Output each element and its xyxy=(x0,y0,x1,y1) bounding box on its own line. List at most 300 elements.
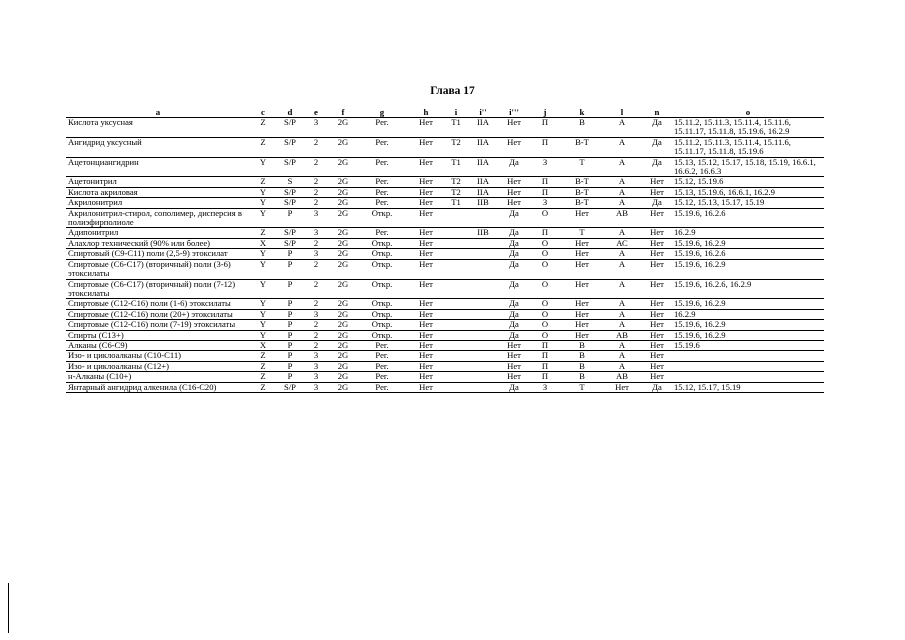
table-cell xyxy=(446,249,466,259)
table-cell: Нет xyxy=(642,299,672,309)
table-cell xyxy=(446,320,466,330)
table-cell: Нет xyxy=(642,187,672,197)
table-cell: 2 xyxy=(304,330,328,340)
table-cell: 2G xyxy=(328,382,358,392)
table-cell: Z xyxy=(250,177,276,187)
column-header: j xyxy=(528,104,562,118)
table-cell: В xyxy=(562,351,602,361)
cargo-name-cell: Янтарный ангидрид алкенила (С16-С20) xyxy=(66,382,250,392)
table-cell: Рег. xyxy=(358,351,406,361)
table-cell xyxy=(446,372,466,382)
table-cell: Нет xyxy=(642,177,672,187)
table-cell: Да xyxy=(500,382,528,392)
table-cell: А xyxy=(602,118,642,138)
requirements-cell: 15.12, 15.13, 15.17, 15.19 xyxy=(672,198,824,208)
table-cell: Нет xyxy=(602,382,642,392)
table-cell: Нет xyxy=(500,361,528,371)
table-cell: 3 xyxy=(304,351,328,361)
table-cell xyxy=(446,279,466,299)
table-cell: 3 xyxy=(304,208,328,228)
table-row xyxy=(66,177,824,187)
table-cell: Нет xyxy=(562,330,602,340)
table-cell: Да xyxy=(500,299,528,309)
table-cell: Нет xyxy=(562,309,602,319)
table-cell: Рег. xyxy=(358,177,406,187)
table-cell: В-Т xyxy=(562,137,602,157)
table-cell: S/P xyxy=(276,157,304,177)
table-cell: P xyxy=(276,361,304,371)
table-cell: Откр. xyxy=(358,320,406,330)
table-row xyxy=(66,340,824,350)
table-cell: 2G xyxy=(328,157,358,177)
table-cell: 2 xyxy=(304,137,328,157)
cargo-name-cell: Спиртовые (С12-С16) поли (20+) этоксилаты xyxy=(66,309,250,319)
table-cell: 2G xyxy=(328,118,358,138)
table-cell: Нет xyxy=(642,361,672,371)
table-cell: Рег. xyxy=(358,228,406,238)
table-cell: 2G xyxy=(328,137,358,157)
table-cell xyxy=(466,259,500,279)
table-cell: IIA xyxy=(466,187,500,197)
table-cell: Да xyxy=(642,198,672,208)
table-row xyxy=(66,372,824,382)
table-cell: Y xyxy=(250,157,276,177)
table-cell: 3 xyxy=(304,361,328,371)
table-cell: Нет xyxy=(562,208,602,228)
table-cell: П xyxy=(528,118,562,138)
table-cell xyxy=(446,351,466,361)
table-cell: X xyxy=(250,340,276,350)
requirements-cell: 15.13, 15.12, 15.17, 15.18, 15.19, 16.6.1, 16.6.2, 16.6.3 xyxy=(672,157,824,177)
column-header: o xyxy=(672,104,824,118)
table-cell: Откр. xyxy=(358,309,406,319)
table-cell: Нет xyxy=(642,208,672,228)
table-cell: О xyxy=(528,279,562,299)
table-cell: Нет xyxy=(406,309,446,319)
table-cell: О xyxy=(528,309,562,319)
table-cell: 2 xyxy=(304,340,328,350)
table-cell: Нет xyxy=(642,249,672,259)
table-cell xyxy=(466,330,500,340)
table-cell: 2 xyxy=(304,320,328,330)
table-cell: В-Т xyxy=(562,187,602,197)
table-cell: Рег. xyxy=(358,157,406,177)
table-cell: П xyxy=(528,361,562,371)
table-cell: Y xyxy=(250,198,276,208)
header-row xyxy=(66,104,824,118)
column-header: g xyxy=(358,104,406,118)
table-row xyxy=(66,249,824,259)
table-cell: З xyxy=(528,157,562,177)
table-cell: Нет xyxy=(406,340,446,350)
table-cell: 3 xyxy=(304,118,328,138)
table-row xyxy=(66,238,824,248)
table-cell: P xyxy=(276,320,304,330)
table-cell: А xyxy=(602,137,642,157)
requirements-cell: 15.19.6, 16.2.9 xyxy=(672,320,824,330)
table-row xyxy=(66,259,824,279)
cargo-name-cell: Ангидрид уксусный xyxy=(66,137,250,157)
table-cell: 3 xyxy=(304,372,328,382)
table-cell: Да xyxy=(500,330,528,340)
cargo-name-cell: Кислота уксусная xyxy=(66,118,250,138)
table-cell: 2G xyxy=(328,238,358,248)
table-cell: Да xyxy=(642,118,672,138)
table-cell: Нет xyxy=(406,208,446,228)
table-row xyxy=(66,137,824,157)
column-header: i'' xyxy=(466,104,500,118)
requirements-cell: 15.19.6, 16.2.9 xyxy=(672,299,824,309)
table-cell: 2 xyxy=(304,198,328,208)
table-cell: З xyxy=(528,382,562,392)
table-cell: Нет xyxy=(500,177,528,187)
table-cell: Y xyxy=(250,187,276,197)
table-cell: P xyxy=(276,208,304,228)
table-cell xyxy=(466,238,500,248)
table-cell: 2G xyxy=(328,309,358,319)
table-row xyxy=(66,118,824,138)
table-cell: П xyxy=(528,228,562,238)
requirements-cell: 16.2.9 xyxy=(672,309,824,319)
table-cell: Да xyxy=(500,238,528,248)
table-cell: Откр. xyxy=(358,259,406,279)
table-cell: Нет xyxy=(406,177,446,187)
table-cell: В xyxy=(562,118,602,138)
table-cell: Рег. xyxy=(358,137,406,157)
table-cell: П xyxy=(528,340,562,350)
table-cell: P xyxy=(276,309,304,319)
table-row xyxy=(66,351,824,361)
column-header: n xyxy=(642,104,672,118)
table-cell: 2 xyxy=(304,187,328,197)
table-cell: P xyxy=(276,299,304,309)
requirements-cell: 15.11.2, 15.11.3, 15.11.4, 15.11.6, 15.11.17, 15.11.8, 15.19.6, 16.2.9 xyxy=(672,118,824,138)
table-row xyxy=(66,299,824,309)
table-cell: S/P xyxy=(276,228,304,238)
table-cell: Да xyxy=(642,137,672,157)
table-cell: Нет xyxy=(562,238,602,248)
table-cell: В-Т xyxy=(562,198,602,208)
table-cell: Нет xyxy=(642,228,672,238)
table-cell: Y xyxy=(250,208,276,228)
cargo-name-cell: Адипонитрил xyxy=(66,228,250,238)
cargo-name-cell: Спиртовый (С9-С11) поли (2,5-9) этоксилат xyxy=(66,249,250,259)
table-cell: Нет xyxy=(562,259,602,279)
table-cell: Нет xyxy=(406,351,446,361)
table-cell: 2G xyxy=(328,177,358,187)
table-cell: T1 xyxy=(446,118,466,138)
requirements-cell: 15.12, 15.17, 15.19 xyxy=(672,382,824,392)
table-cell: О xyxy=(528,259,562,279)
table-cell: Нет xyxy=(500,372,528,382)
table-cell: АС xyxy=(602,238,642,248)
table-cell: Да xyxy=(500,259,528,279)
column-header: d xyxy=(276,104,304,118)
table-cell: Да xyxy=(500,279,528,299)
column-header: i xyxy=(446,104,466,118)
table-cell: Нет xyxy=(642,259,672,279)
table-cell: P xyxy=(276,259,304,279)
table-cell xyxy=(446,238,466,248)
table-cell xyxy=(466,340,500,350)
table-cell: Нет xyxy=(406,320,446,330)
table-cell: 3 xyxy=(304,309,328,319)
table-cell: Рег. xyxy=(358,340,406,350)
table-cell: Z xyxy=(250,137,276,157)
table-cell: 2 xyxy=(304,259,328,279)
cargo-table xyxy=(66,104,824,393)
table-cell: Y xyxy=(250,320,276,330)
table-cell: X xyxy=(250,238,276,248)
table-cell: S/P xyxy=(276,198,304,208)
table-cell: Z xyxy=(250,382,276,392)
table-cell: Нет xyxy=(406,299,446,309)
table-cell: Нет xyxy=(406,249,446,259)
table-row xyxy=(66,330,824,340)
table-cell: П xyxy=(528,177,562,187)
table-cell: А xyxy=(602,351,642,361)
table-cell xyxy=(466,361,500,371)
table-cell: Да xyxy=(500,249,528,259)
table-cell xyxy=(446,340,466,350)
cargo-name-cell: Изо- и циклоалканы (С10-С11) xyxy=(66,351,250,361)
table-cell: 2G xyxy=(328,208,358,228)
table-cell: А xyxy=(602,177,642,187)
requirements-cell: 15.19.6, 16.2.6 xyxy=(672,249,824,259)
cargo-name-cell: Спиртовые (С12-С16) поли (7-19) этоксилаты xyxy=(66,320,250,330)
cargo-name-cell: Спирты (С13+) xyxy=(66,330,250,340)
table-cell: А xyxy=(602,320,642,330)
requirements-cell: 15.11.2, 15.11.3, 15.11.4, 15.11.6, 15.11.17, 15.11.8, 15.19.6 xyxy=(672,137,824,157)
table-cell: Z xyxy=(250,361,276,371)
table-cell: S/P xyxy=(276,137,304,157)
table-cell: Да xyxy=(500,320,528,330)
table-cell: Нет xyxy=(642,340,672,350)
table-cell: А xyxy=(602,198,642,208)
requirements-cell xyxy=(672,372,824,382)
cargo-name-cell: Акрилонитрил-стирол, сополимер, дисперсия в полиэфирполиоле xyxy=(66,208,250,228)
cargo-name-cell: Кислота акриловая xyxy=(66,187,250,197)
page-title: Глава 17 xyxy=(430,85,475,97)
table-cell: Z xyxy=(250,118,276,138)
table-cell: Нет xyxy=(406,228,446,238)
requirements-cell xyxy=(672,351,824,361)
table-cell: О xyxy=(528,249,562,259)
requirements-cell: 15.19.6, 16.2.9 xyxy=(672,330,824,340)
requirements-cell: 15.12, 15.19.6 xyxy=(672,177,824,187)
table-cell: Да xyxy=(500,228,528,238)
table-cell: О xyxy=(528,238,562,248)
table-cell: Y xyxy=(250,309,276,319)
table-cell xyxy=(446,259,466,279)
table-cell: Рег. xyxy=(358,118,406,138)
table-cell: 2G xyxy=(328,259,358,279)
table-body xyxy=(66,118,824,393)
column-header: i''' xyxy=(500,104,528,118)
table-cell xyxy=(446,382,466,392)
table-cell xyxy=(446,361,466,371)
table-cell: IIA xyxy=(466,177,500,187)
table-row xyxy=(66,382,824,392)
table-cell xyxy=(466,208,500,228)
table-cell: А xyxy=(602,187,642,197)
table-cell: Откр. xyxy=(358,249,406,259)
table-cell: 2G xyxy=(328,320,358,330)
table-cell xyxy=(446,228,466,238)
table-cell xyxy=(466,279,500,299)
table-cell: В xyxy=(562,340,602,350)
table-cell: Нет xyxy=(642,238,672,248)
table-cell: 2G xyxy=(328,228,358,238)
requirements-cell: 15.19.6, 16.2.9 xyxy=(672,259,824,279)
requirements-cell: 15.19.6, 16.2.9 xyxy=(672,238,824,248)
table-cell: Нет xyxy=(500,118,528,138)
table-cell: Откр. xyxy=(358,330,406,340)
table-cell: Нет xyxy=(562,249,602,259)
table-cell: О xyxy=(528,208,562,228)
table-cell: Нет xyxy=(406,330,446,340)
cargo-name-cell: Изо- и циклоалканы (С12+) xyxy=(66,361,250,371)
table-cell: 2G xyxy=(328,279,358,299)
table-cell: П xyxy=(528,137,562,157)
column-header: k xyxy=(562,104,602,118)
table-cell: Нет xyxy=(562,279,602,299)
table-cell: В-Т xyxy=(562,177,602,187)
cargo-name-cell: Алахлор технический (90% или более) xyxy=(66,238,250,248)
table-cell xyxy=(466,351,500,361)
table-cell: В xyxy=(562,361,602,371)
table-cell: P xyxy=(276,340,304,350)
table-cell: А xyxy=(602,279,642,299)
table-cell: Нет xyxy=(406,187,446,197)
table-cell: Т xyxy=(562,157,602,177)
table-cell xyxy=(466,372,500,382)
table-cell: Z xyxy=(250,351,276,361)
table-cell: Нет xyxy=(642,309,672,319)
table-cell: 2G xyxy=(328,249,358,259)
table-cell: Нет xyxy=(642,351,672,361)
table-row xyxy=(66,320,824,330)
requirements-cell xyxy=(672,361,824,371)
table-cell: Да xyxy=(500,309,528,319)
table-cell: Нет xyxy=(562,320,602,330)
table-row xyxy=(66,198,824,208)
table-cell: P xyxy=(276,279,304,299)
table-cell: Нет xyxy=(500,351,528,361)
table-cell: Y xyxy=(250,259,276,279)
table-cell: Откр. xyxy=(358,299,406,309)
table-cell: P xyxy=(276,372,304,382)
table-cell xyxy=(466,249,500,259)
cargo-name-cell: Спиртовые (С6-С17) (вторичный) поли (3-6) этоксилаты xyxy=(66,259,250,279)
table-cell: Нет xyxy=(500,187,528,197)
table-cell: S/P xyxy=(276,238,304,248)
table-cell: 2G xyxy=(328,198,358,208)
table-cell: IIB xyxy=(466,228,500,238)
cargo-name-cell: Спиртовые (С6-С17) (вторичный) поли (7-12) этоксилаты xyxy=(66,279,250,299)
table-cell: Z xyxy=(250,372,276,382)
table-cell: А xyxy=(602,361,642,371)
table-cell: А xyxy=(602,249,642,259)
requirements-cell: 15.19.6 xyxy=(672,340,824,350)
table-cell: Т xyxy=(562,382,602,392)
table-cell: Нет xyxy=(406,137,446,157)
table-cell: S xyxy=(276,177,304,187)
requirements-cell: 15.19.6, 16.2.6 xyxy=(672,208,824,228)
table-cell: Рег. xyxy=(358,198,406,208)
table-cell: Откр. xyxy=(358,238,406,248)
table-cell: P xyxy=(276,351,304,361)
table-cell: Нет xyxy=(500,340,528,350)
table-cell: Нет xyxy=(500,198,528,208)
table-cell: T2 xyxy=(446,177,466,187)
table-cell: Нет xyxy=(406,157,446,177)
requirements-cell: 15.19.6, 16.2.6, 16.2.9 xyxy=(672,279,824,299)
table-row xyxy=(66,309,824,319)
table-cell: IIB xyxy=(466,198,500,208)
table-cell: Нет xyxy=(406,382,446,392)
table-cell: Рег. xyxy=(358,382,406,392)
table-cell: Нет xyxy=(406,238,446,248)
table-cell: Нет xyxy=(406,118,446,138)
table-cell: П xyxy=(528,372,562,382)
table-cell xyxy=(446,208,466,228)
table-cell: О xyxy=(528,299,562,309)
table-cell: 3 xyxy=(304,249,328,259)
table-cell: 2 xyxy=(304,299,328,309)
table-cell: Да xyxy=(642,382,672,392)
table-cell: АВ xyxy=(602,208,642,228)
table-cell: S/P xyxy=(276,118,304,138)
table-row xyxy=(66,208,824,228)
table-cell: П xyxy=(528,187,562,197)
column-header: h xyxy=(406,104,446,118)
table-cell: З xyxy=(528,198,562,208)
table-cell: T2 xyxy=(446,187,466,197)
table-cell: В xyxy=(562,372,602,382)
table-cell: Y xyxy=(250,330,276,340)
column-header: l xyxy=(602,104,642,118)
table-cell: Y xyxy=(250,249,276,259)
cargo-name-cell: Ацетонитрил xyxy=(66,177,250,187)
cargo-name-cell: н-Алканы (С10+) xyxy=(66,372,250,382)
table-row xyxy=(66,187,824,197)
table-row xyxy=(66,228,824,238)
cargo-name-cell: Ацетонциангидрин xyxy=(66,157,250,177)
column-header: a xyxy=(66,104,250,118)
table-cell: P xyxy=(276,330,304,340)
column-header: c xyxy=(250,104,276,118)
table-cell: IIA xyxy=(466,157,500,177)
table-cell: Нет xyxy=(562,299,602,309)
table-cell xyxy=(446,299,466,309)
table-cell: S/P xyxy=(276,187,304,197)
table-cell: 2 xyxy=(304,157,328,177)
table-cell: Нет xyxy=(642,330,672,340)
table-cell: 2G xyxy=(328,340,358,350)
table-cell: Нет xyxy=(406,279,446,299)
table-cell: Нет xyxy=(642,279,672,299)
table-cell: 2 xyxy=(304,177,328,187)
table-cell: Z xyxy=(250,228,276,238)
table-cell: 2G xyxy=(328,351,358,361)
requirements-cell: 16.2.9 xyxy=(672,228,824,238)
table-cell: Откр. xyxy=(358,279,406,299)
table-cell: IIA xyxy=(466,137,500,157)
table-cell: Нет xyxy=(500,137,528,157)
table-cell: А xyxy=(602,157,642,177)
table-cell xyxy=(466,320,500,330)
